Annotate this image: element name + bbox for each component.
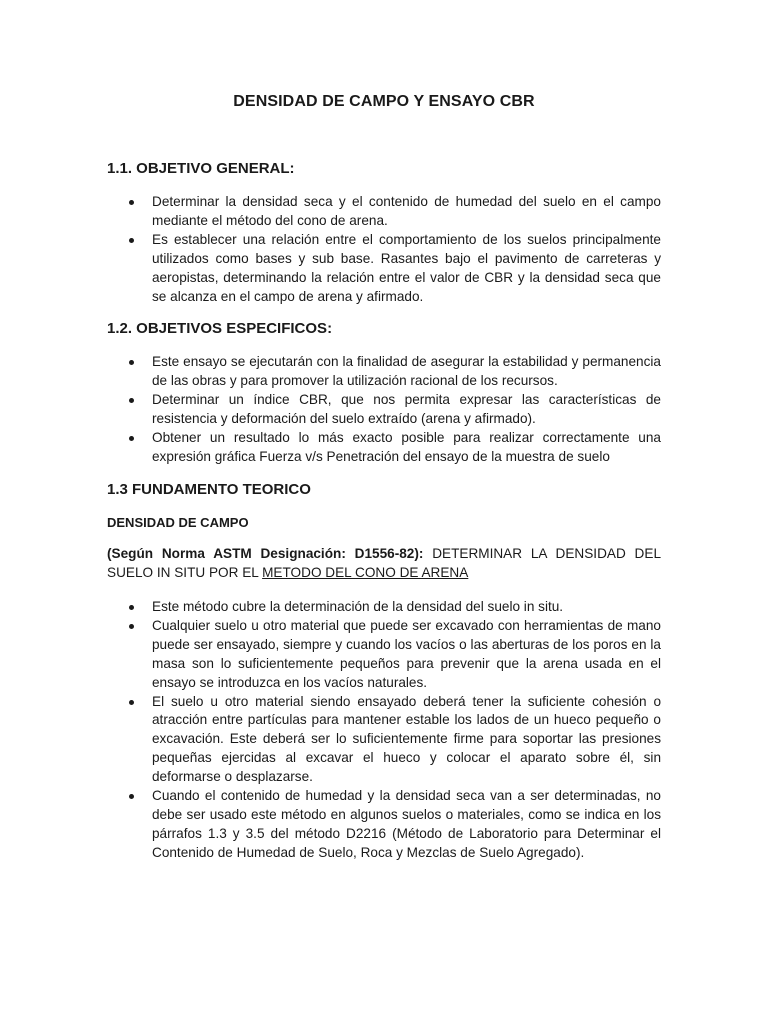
list-item: Este ensayo se ejecutarán con la finalidad de asegurar la estabilidad y permanencia de las obras y para promover la utilización racional de los recursos.: [107, 353, 661, 391]
norm-paragraph: [107, 545, 661, 583]
document-title: DENSIDAD DE CAMPO Y ENSAYO CBR: [233, 93, 535, 110]
heading-objetivos-especificos: 1.2. OBJETIVOS ESPECIFICOS:: [107, 320, 333, 337]
list-item: Cualquier suelo u otro material que puede ser excavado con herramientas de mano puede ser ensayado, siempre y cuando los vacíos o las aberturas de los poros en la masa son lo suficientemente pequeños para prevenir que la arena usada en el ensayo se introduzca en los vacíos naturales.: [107, 617, 661, 693]
subheading-densidad-de-campo: DENSIDAD DE CAMPO: [107, 515, 249, 530]
list-objetivos-especificos: [107, 353, 661, 466]
bullet-icon: [129, 700, 134, 705]
list-item: Determinar un índice CBR, que nos permita expresar las características de resistencia y deformación del suelo extraído (arena y afirmado).: [107, 391, 661, 429]
norm-method: METODO DEL CONO DE ARENA: [262, 564, 469, 580]
list-item: Determinar la densidad seca y el contenido de humedad del suelo en el campo mediante el método del cono de arena.: [107, 193, 661, 231]
bullet-icon: [129, 436, 134, 441]
list-item: Este método cubre la determinación de la densidad del suelo in situ.: [107, 598, 661, 617]
norm-text: DETERMINAR LA DENSIDAD DEL SUELO IN SITU POR EL: [107, 546, 661, 580]
list-item: Cuando el contenido de humedad y la densidad seca van a ser determinadas, no debe ser usado este método en algunos suelos o materiales, como se indica en los párrafos 1.3 y 3.5 del método D2216 (Método de Laboratorio para Determinar el Contenido de Humedad de Suelo, Roca y Mezclas de Suelo Agregado).: [107, 787, 661, 863]
list-item: El suelo u otro material siendo ensayado deberá tener la suficiente cohesión o atracción entre partículas para mantener estable los lados de un hueco pequeño o excavación. Este deberá ser lo suficientemente firme para soportar las presiones pequeñas ejercidas al excavar el hueco y colocar el aparato sobre él, sin deformarse o desplazarse.: [107, 693, 661, 788]
heading-fundamento-teorico: 1.3 FUNDAMENTO TEORICO: [107, 481, 311, 498]
bullet-icon: [129, 398, 134, 403]
bullet-icon: [129, 794, 134, 799]
norm-reference: (Según Norma ASTM Designación: D1556-82):: [107, 546, 424, 561]
bullet-icon: [129, 200, 134, 205]
bullet-icon: [129, 605, 134, 610]
list-fundamento-teorico: [107, 598, 661, 863]
list-item: Es establecer una relación entre el comportamiento de los suelos principalmente utilizados como bases y sub base. Rasantes bajo el pavimento de carreteras y aeropistas, determinando la relación entre el valor de CBR y la densidad seca que se alcanza en el campo de arena y afirmado.: [107, 231, 661, 307]
list-item: Obtener un resultado lo más exacto posible para realizar correctamente una expresión gráfica Fuerza v/s Penetración del ensayo de la muestra de suelo: [107, 429, 661, 467]
heading-objetivo-general: 1.1. OBJETIVO GENERAL:: [107, 160, 295, 177]
bullet-icon: [129, 238, 134, 243]
bullet-icon: [129, 624, 134, 629]
bullet-icon: [129, 360, 134, 365]
list-objetivo-general: [107, 193, 661, 306]
